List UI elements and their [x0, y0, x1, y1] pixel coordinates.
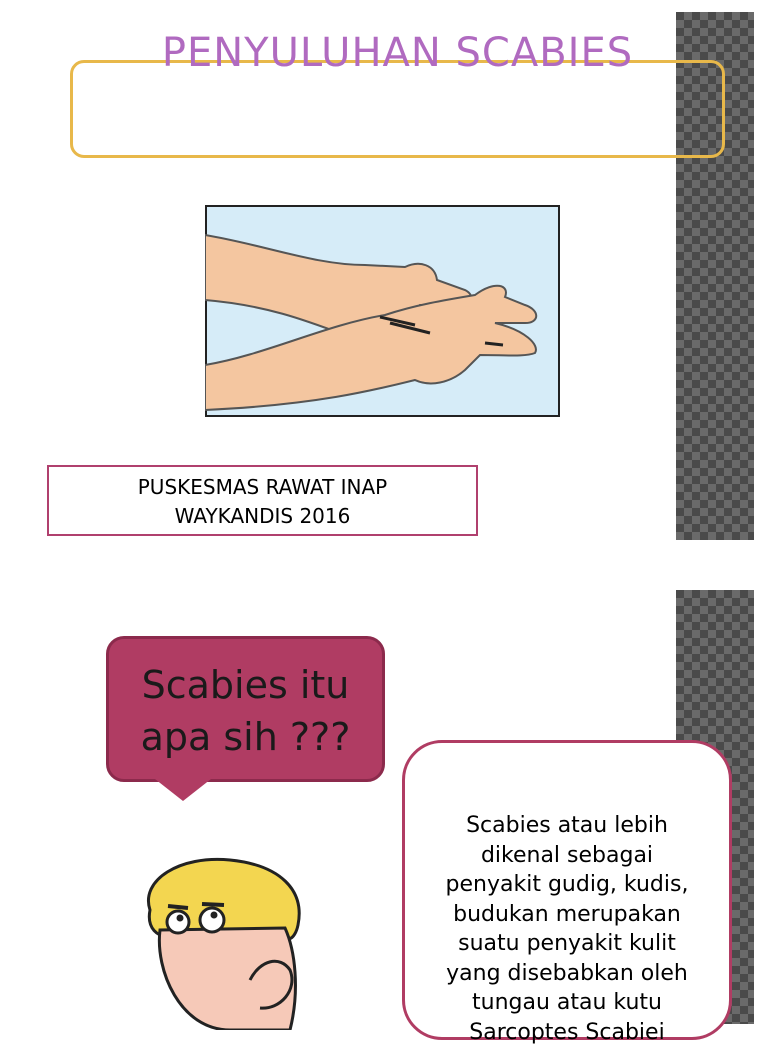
definition-line: Scabies atau lebih — [419, 811, 715, 841]
definition-line: suatu penyakit kulit — [419, 929, 715, 959]
definition-line: dikenal sebagai — [419, 841, 715, 871]
definition-box — [402, 740, 732, 1040]
scratching-hands-icon — [205, 205, 560, 417]
organization-year: WAYKANDIS 2016 — [49, 502, 476, 531]
definition-line: penyakit gudig, kudis, — [419, 870, 715, 900]
question-bubble — [106, 636, 385, 782]
definition-line: tungau atau kutu — [419, 988, 715, 1018]
definition-line: Sarcoptes Scabiei — [419, 1018, 715, 1047]
definition-line: budukan merupakan — [419, 900, 715, 930]
definition-line: yang disebabkan oleh — [419, 959, 715, 989]
question-line-1: Scabies itu — [109, 659, 382, 711]
organization-box — [47, 465, 478, 536]
organization-name: PUSKESMAS RAWAT INAP — [49, 473, 476, 502]
slide-gap — [0, 545, 768, 588]
page-title: PENYULUHAN SCABIES — [70, 30, 725, 76]
slide-2 — [0, 588, 768, 1024]
bubble-tail — [155, 779, 211, 801]
question-line-2: apa sih ??? — [109, 711, 382, 763]
thinking-man-icon — [120, 850, 320, 1030]
